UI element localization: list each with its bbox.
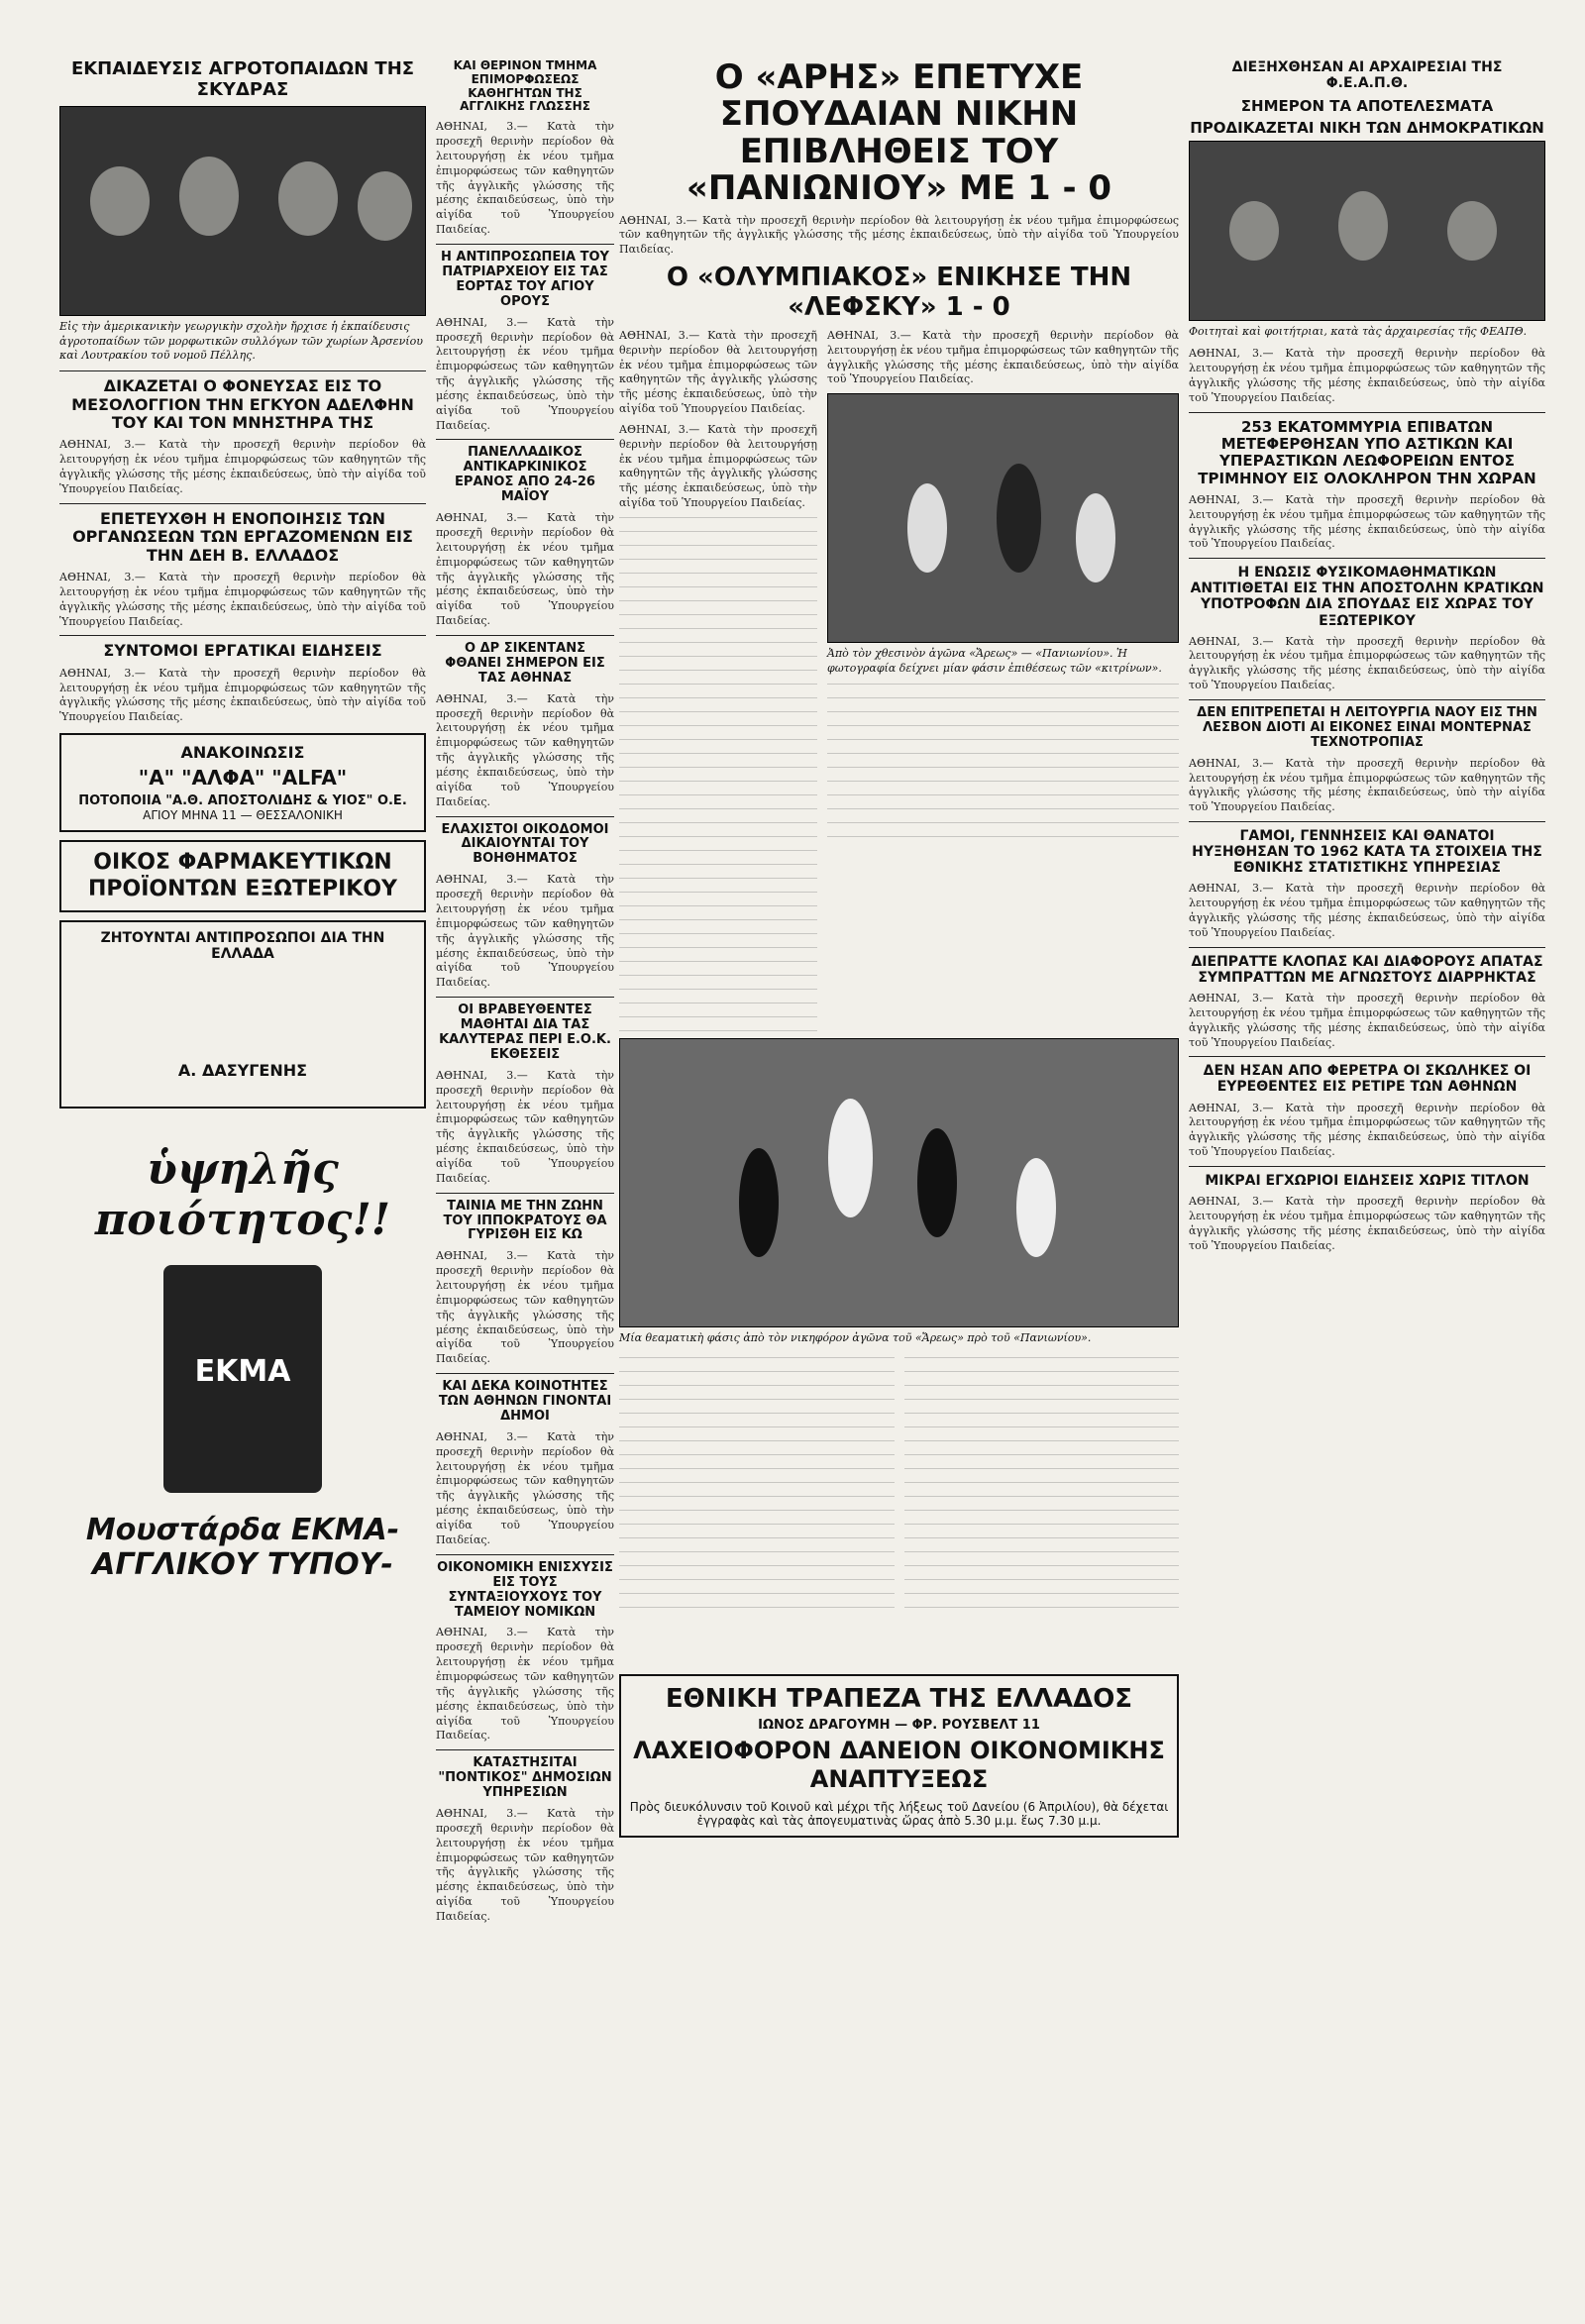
- headline-elections: ΔΙΕΞΗΧΘΗΣΑΝ ΑΙ ΑΡΧΑΙΡΕΣΙΑΙ ΤΗΣ Φ.Ε.Α.Π.Θ.: [1231, 59, 1503, 92]
- headline-olympiakos: Ο «ΟΛΥΜΠΙΑΚΟΣ» ΕΝΙΚΗΣΕ ΤΗΝ «ΛΕΦΣΚΥ» 1 - 0: [666, 263, 1132, 322]
- headline-dr-sikentans: Ο ΔΡ ΣΙΚΕΝΤΑΝΣ ΦΘΑΝΕΙ ΣΗΜΕΡΟΝ ΕΙΣ ΤΑΣ ΑΘΗΝΑΣ: [445, 640, 605, 686]
- headline-worms: ΔΕΝ ΗΣΑΝ ΑΠΟ ΦΕΡΕΤΡΑ ΟΙ ΣΚΩΛΗΚΕΣ ΟΙ ΕΥΡΕΘΕΝΤΕΣ ΕΙΣ ΡΕΤΙΡΕ ΤΩΝ ΑΘΗΝΩΝ: [1203, 1063, 1532, 1096]
- ad-alfa-brand: "Α" "ΑΛΦΑ" "ALFA": [138, 766, 348, 791]
- article-text: ΑΘΗΝΑΙ, 3.— Κατὰ τὴν προσεχῆ θερινὴν περίοδον θὰ λειτουργήσῃ ἐκ νέου τμῆμα ἐπιμορφώσεως τῶν καθηγητῶν τῆς ἀγγλικῆς γλώσσης τῆς μέσης ἐκπαιδεύσεως, ὑπὸ τὴν αἰγίδα τοῦ Ὑπουργείου Παιδείας.: [1189, 492, 1545, 551]
- photo-caption-2: Μία θεαματικὴ φάσις ἀπὸ τὸν νικηφόρον ἀγῶνα τοῦ «Ἄρεως» πρὸ τοῦ «Πανιωνίου».: [619, 1331, 1092, 1344]
- ad-alfa: [59, 733, 426, 832]
- headline-pensioners: ΟΙΚΟΝΟΜΙΚΗ ΕΝΙΣΧΥΣΙΣ ΕΙΣ ΤΟΥΣ ΣΥΝΤΑΞΙΟΥΧΟΥΣ ΤΟΥ ΤΑΜΕΙΟΥ ΝΟΜΙΚΩΝ: [437, 1559, 613, 1620]
- headline-skydra: ΕΚΠΑΙΔΕΥΣΙΣ ΑΓΡΟΤΟΠΑΙΔΩΝ ΤΗΣ ΣΚΥΔΡΑΣ: [70, 58, 415, 100]
- ad-ekma-mustard: [59, 1116, 426, 1628]
- headline-english-course: ΚΑΙ ΘΕΡΙΝΟΝ ΤΜΗΜΑ ΕΠΙΜΟΡΦΩΣΕΩΣ ΚΑΘΗΓΗΤΩΝ ΤΗΣ ΑΓΓΛΙΚΗΣ ΓΛΩΣΣΗΣ: [453, 58, 597, 114]
- ad-national-bank: [619, 1674, 1179, 1838]
- headline-communities: ΚΑΙ ΔΕΚΑ ΚΟΙΝΟΤΗΤΕΣ ΤΩΝ ΑΘΗΝΩΝ ΓΙΝΟΝΤΑΙ ΔΗΜΟΙ: [438, 1379, 612, 1424]
- headline-thefts: ΔΙΕΠΡΑΤΤΕ ΚΛΟΠΑΣ ΚΑΙ ΔΙΑΦΟΡΟΥΣ ΑΠΑΤΑΣ ΣΥΜΠΡΑΤΤΩΝ ΜΕ ΑΓΝΩΣΤΟΥΣ ΔΙΑΡΡΗΚΤΑΣ: [1191, 953, 1543, 986]
- article-text: ΑΘΗΝΑΙ, 3.— Κατὰ τὴν προσεχῆ θερινὴν περίοδον θὰ λειτουργήσῃ ἐκ νέου τμῆμα ἐπιμορφώσεως τῶν καθηγητῶν τῆς ἀγγλικῆς γλώσσης τῆς μέσης ἐκπαιδεύσεως, ὑπὸ τὴν αἰγίδα τοῦ Ὑπουργείου Παιδείας.: [436, 1429, 614, 1546]
- ad-pharma: [59, 840, 426, 912]
- article-text: ΑΘΗΝΑΙ, 3.— Κατὰ τὴν προσεχῆ θερινὴν περίοδον θὰ λειτουργήσῃ ἐκ νέου τμῆμα ἐπιμορφώσεως τῶν καθηγητῶν τῆς ἀγγλικῆς γλώσσης τῆς μέσης ἐκπαιδεύσεως, ὑπὸ τὴν αἰγίδα τοῦ Ὑπουργείου Παιδείας.: [1189, 1101, 1545, 1159]
- article-text: ΑΘΗΝΑΙ, 3.— Κατὰ τὴν προσεχῆ θερινὴν περίοδον θὰ λειτουργήσῃ ἐκ νέου τμῆμα ἐπιμορφώσεως τῶν καθηγητῶν τῆς ἀγγλικῆς γλώσσης τῆς μέσης ἐκπαιδεύσεως, ὑπὸ τὴν αἰγίδα τοῦ Ὑπουργείου Παιδείας.: [619, 422, 817, 510]
- headline-scholarships: Η ΕΝΩΣΙΣ ΦΥΣΙΚΟΜΑΘΗΜΑΤΙΚΩΝ ΑΝΤΙΤΙΘΕΤΑΙ ΕΙΣ ΤΗΝ ΑΠΟΣΤΟΛΗΝ ΚΡΑΤΙΚΩΝ ΥΠΟΤΡΟΦΩΝ ΔΙΑ ΣΠΟΥΔΑΣ ΕΙΣ ΧΩΡΑΣ ΤΟΥ ΕΞΩΤΕΡΙΚΟΥ: [1190, 565, 1544, 629]
- article-text: ΑΘΗΝΑΙ, 3.— Κατὰ τὴν προσεχῆ θερινὴν περίοδον θὰ λειτουργήσῃ ἐκ νέου τμῆμα ἐπιμορφώσεως τῶν καθηγητῶν τῆς ἀγγλικῆς γλώσσης τῆς μέσης ἐκπαιδεύσεως, ὑπὸ τὴν αἰγίδα τοῦ Ὑπουργείου Παιδείας.: [436, 691, 614, 808]
- ad-alfa-company: ΠΟΤΟΠΟΙΙΑ "Α.Θ. ΑΠΟΣΤΟΛΙΔΗΣ & ΥΙΟΣ" Ο.Ε.: [78, 793, 407, 809]
- article-text: ΑΘΗΝΑΙ, 3.— Κατὰ τὴν προσεχῆ θερινὴν περίοδον θὰ λειτουργήσῃ ἐκ νέου τμῆμα ἐπιμορφώσεως τῶν καθηγητῶν τῆς ἀγγλικῆς γλώσσης τῆς μέσης ἐκπαιδεύσεως, ὑπὸ τὴν αἰγίδα τοῦ Ὑπουργείου Παιδείας.: [59, 438, 426, 495]
- main-headline-aris: Ο «ΑΡΗΣ» ΕΠΕΤΥΧΕ ΣΠΟΥΔΑΙΑΝ ΝΙΚΗΝ ΕΠΙΒΛΗΘΕΙΣ ΤΟΥ «ΠΑΝΙΩΝΙΟΥ» ΜΕ 1 - 0: [686, 57, 1112, 209]
- bank-address: ΙΩΝΟΣ ΔΡΑΓΟΥΜΗ — ΦΡ. ΡΟΥΣΒΕΛΤ 11: [758, 1718, 1040, 1734]
- article-text: ΑΘΗΝΑΙ, 3.— Κατὰ τὴν προσεχῆ θερινὴν περίοδον θὰ λειτουργήσῃ ἐκ νέου τμῆμα ἐπιμορφώσεως τῶν καθηγητῶν τῆς ἀγγλικῆς γλώσσης τῆς μέσης ἐκπαιδεύσεως, ὑπὸ τὴν αἰγίδα τοῦ Ὑπουργείου Παιδείας.: [619, 328, 817, 416]
- ad-ekma-jar: ΕΚΜΑ: [163, 1265, 322, 1493]
- article-text: ΑΘΗΝΑΙ, 3.— Κατὰ τὴν προσεχῆ θερινὴν περίοδον θὰ λειτουργήσῃ ἐκ νέου τμῆμα ἐπιμορφώσεως τῶν καθηγητῶν τῆς ἀγγλικῆς γλώσσης τῆς μέσης ἐκπαιδεύσεως, ὑπὸ τὴν αἰγίδα τοῦ Ὑπουργείου Παιδείας.: [1189, 756, 1545, 814]
- headline-lesvos-church: ΔΕΝ ΕΠΙΤΡΕΠΕΤΑΙ Η ΛΕΙΤΟΥΡΓΙΑ ΝΑΟΥ ΕΙΣ ΤΗΝ ΛΕΣΒΟΝ ΔΙΟΤΙ ΑΙ ΕΙΚΟΝΕΣ ΕΙΝΑΙ ΜΟΝΤΕΡΝΑΣ ΤΕΧΝΟΤΡΟΠΙΑΣ: [1197, 704, 1537, 750]
- photo-caption: Εἰς τὴν ἀμερικανικὴν γεωργικὴν σχολὴν ἤρχισε ἡ ἐκπαίδευσις ἀγροτοπαίδων τῶν μορφωτικῶν συλλόγων τῶν χωρίων Ἀρσενίου καὶ Λουτρακίου τοῦ νομοῦ Πέλλης.: [59, 320, 423, 362]
- headline-statistics-1962: ΓΑΜΟΙ, ΓΕΝΝΗΣΕΙΣ ΚΑΙ ΘΑΝΑΤΟΙ ΗΥΞΗΘΗΣΑΝ ΤΟ 1962 ΚΑΤΑ ΤΑ ΣΤΟΙΧΕΙΑ ΤΗΣ ΕΘΝΙΚΗΣ ΣΤΑΤΙΣΤΙΚΗΣ ΥΠΗΡΕΣΙΑΣ: [1192, 828, 1542, 877]
- column-1: [59, 59, 426, 1636]
- headline-deh: ΕΠΕΤΕΥΧΘΗ Η ΕΝΟΠΟΙΗΣΙΣ ΤΩΝ ΟΡΓΑΝΩΣΕΩΝ ΤΩΝ ΕΡΓΑΖΟΜΕΝΩΝ ΕΙΣ ΤΗΝ ΔΕΗ Β. ΕΛΛΑΔΟΣ: [72, 508, 413, 565]
- headline-students-awarded: ΟΙ ΒΡΑΒΕΥΘΕΝΤΕΣ ΜΑΘΗΤΑΙ ΔΙΑ ΤΑΣ ΚΑΛΥΤΕΡΑΣ ΠΕΡΙ Ε.Ο.Κ. ΕΚΘΕΣΕΙΣ: [439, 1003, 611, 1062]
- headline-builders: ΕΛΑΧΙΣΤΟΙ ΟΙΚΟΔΟΜΟΙ ΔΙΚΑΙΟΥΝΤΑΙ ΤΟΥ ΒΟΗΘΗΜΑΤΟΣ: [441, 821, 609, 867]
- article-text: ΑΘΗΝΑΙ, 3.— Κατὰ τὴν προσεχῆ θερινὴν περίοδον θὰ λειτουργήσῃ ἐκ νέου τμῆμα ἐπιμορφώσεως τῶν καθηγητῶν τῆς ἀγγλικῆς γλώσσης τῆς μέσης ἐκπαιδεύσεως, ὑπὸ τὴν αἰγίδα τοῦ Ὑπουργείου Παιδείας.: [436, 1626, 614, 1743]
- headline-mesologgi: ΔΙΚΑΖΕΤΑΙ Ο ΦΟΝΕΥΣΑΣ ΕΙΣ ΤΟ ΜΕΣΟΛΟΓΓΙΟΝ ΤΗΝ ΕΓΚΥΟΝ ΑΔΕΛΦΗΝ ΤΟΥ ΚΑΙ ΤΟΝ ΜΝΗΣΤΗΡΑ ΤΗΣ: [71, 376, 414, 433]
- article-text: ΑΘΗΝΑΙ, 3.— Κατὰ τὴν προσεχῆ θερινὴν περίοδον θὰ λειτουργήσῃ ἐκ νέου τμῆμα ἐπιμορφώσεως τῶν καθηγητῶν τῆς ἀγγλικῆς γλώσσης τῆς μέσης ἐκπαιδεύσεως, ὑπὸ τὴν αἰγίδα τοῦ Ὑπουργείου Παιδείας.: [59, 666, 426, 724]
- column-4: [1189, 59, 1545, 1259]
- headline-pontikos: ΚΑΤΑΣΤΗΣΙΤΑΙ "ΠΟΝΤΙΚΟΣ" ΔΗΜΟΣΙΩΝ ΥΠΗΡΕΣΙΩΝ: [438, 1755, 612, 1801]
- headline-results-today: ΣΗΜΕΡΟΝ ΤΑ ΑΠΟΤΕΛΕΣΜΑΤΑ: [1240, 97, 1494, 116]
- column-3-sports: [619, 59, 1179, 1846]
- bank-product: ΛΑΧΕΙΟΦΟΡΟΝ ΔΑΝΕΙΟΝ ΟΙΚΟΝΟΜΙΚΗΣ ΑΝΑΠΤΥΞΕΩΣ: [633, 1737, 1165, 1794]
- ad-pharma-title: ΟΙΚΟΣ ΦΑΡΜΑΚΕΥΤΙΚΩΝ ΠΡΟΪΟΝΤΩΝ ΕΞΩΤΕΡΙΚΟΥ: [88, 850, 397, 901]
- headline-hippocrates-film: ΤΑΙΝΙΑ ΜΕ ΤΗΝ ΖΩΗΝ ΤΟΥ ΙΠΠΟΚΡΑΤΟΥΣ ΘΑ ΓΥΡΙΣΘΗ ΕΙΣ ΚΩ: [443, 1198, 607, 1243]
- ad-alfa-heading: ΑΝΑΚΟΙΝΩΣΙΣ: [180, 743, 305, 763]
- article-text: ΑΘΗΝΑΙ, 3.— Κατὰ τὴν προσεχῆ θερινὴν περίοδον θὰ λειτουργήσῃ ἐκ νέου τμῆμα ἐπιμορφώσεως τῶν καθηγητῶν τῆς ἀγγλικῆς γλώσσης τῆς μέσης ἐκπαιδεύσεως, ὑπὸ τὴν αἰγίδα τοῦ Ὑπουργείου Παιδείας.: [827, 328, 1179, 386]
- headline-democrats: ΠΡΟΔΙΚΑΖΕΤΑΙ ΝΙΚΗ ΤΩΝ ΔΗΜΟΚΡΑΤΙΚΩΝ: [1190, 119, 1544, 138]
- bank-note: Πρὸς διευκόλυνσιν τοῦ Κοινοῦ καὶ μέχρι τῆς λήξεως τοῦ Δανείου (6 Ἀπριλίου), θὰ δέχεται ἐγγραφὰς καὶ τὰς ἀπογευματινὰς ὥρας ἀπὸ 5.30 μ.μ. ἕως 7.30 μ.μ.: [629, 1799, 1169, 1828]
- photo-student-elections: [1189, 141, 1545, 321]
- article-text: ΑΘΗΝΑΙ, 3.— Κατὰ τὴν προσεχῆ θερινὴν περίοδον θὰ λειτουργήσῃ ἐκ νέου τμῆμα ἐπιμορφώσεως τῶν καθηγητῶν τῆς ἀγγλικῆς γλώσσης τῆς μέσης ἐκπαιδεύσεως, ὑπὸ τὴν αἰγίδα τοῦ Ὑπουργείου Παιδείας.: [436, 1249, 614, 1366]
- article-text: ΑΘΗΝΑΙ, 3.— Κατὰ τὴν προσεχῆ θερινὴν περίοδον θὰ λειτουργήσῃ ἐκ νέου τμῆμα ἐπιμορφώσεως τῶν καθηγητῶν τῆς ἀγγλικῆς γλώσσης τῆς μέσης ἐκπαιδεύσεως, ὑπὸ τὴν αἰγίδα τοῦ Ὑπουργείου Παιδείας.: [1189, 347, 1545, 405]
- article-text: ΑΘΗΝΑΙ, 3.— Κατὰ τὴν προσεχῆ θερινὴν περίοδον θὰ λειτουργήσῃ ἐκ νέου τμῆμα ἐπιμορφώσεως τῶν καθηγητῶν τῆς ἀγγλικῆς γλώσσης τῆς μέσης ἐκπαιδεύσεως, ὑπὸ τὴν αἰγίδα τοῦ Ὑπουργείου Παιδείας.: [436, 1068, 614, 1185]
- column-2: [436, 59, 614, 1931]
- article-text: ΑΘΗΝΑΙ, 3.— Κατὰ τὴν προσεχῆ θερινὴν περίοδον θὰ λειτουργήσῃ ἐκ νέου τμῆμα ἐπιμορφώσεως τῶν καθηγητῶν τῆς ἀγγλικῆς γλώσσης τῆς μέσης ἐκπαιδεύσεως, ὑπὸ τὴν αἰγίδα τοῦ Ὑπουργείου Παιδείας.: [1189, 1195, 1545, 1252]
- article-text: ΑΘΗΝΑΙ, 3.— Κατὰ τὴν προσεχῆ θερινὴν περίοδον θὰ λειτουργήσῃ ἐκ νέου τμῆμα ἐπιμορφώσεως τῶν καθηγητῶν τῆς ἀγγλικῆς γλώσσης τῆς μέσης ἐκπαιδεύσεως, ὑπὸ τὴν αἰγίδα τοῦ Ὑπουργείου Παιδείας.: [619, 213, 1179, 257]
- photo-football-match-2: [619, 1038, 1179, 1327]
- article-text: ΑΘΗΝΑΙ, 3.— Κατὰ τὴν προσεχῆ θερινὴν περίοδον θὰ λειτουργήσῃ ἐκ νέου τμῆμα ἐπιμορφώσεως τῶν καθηγητῶν τῆς ἀγγλικῆς γλώσσης τῆς μέσης ἐκπαιδεύσεως, ὑπὸ τὴν αἰγίδα τοῦ Ὑπουργείου Παιδείας.: [436, 511, 614, 628]
- photo-students-group: [59, 106, 426, 316]
- article-text: ΑΘΗΝΑΙ, 3.— Κατὰ τὴν προσεχῆ θερινὴν περίοδον θὰ λειτουργήσῃ ἐκ νέου τμῆμα ἐπιμορφώσεως τῶν καθηγητῶν τῆς ἀγγλικῆς γλώσσης τῆς μέσης ἐκπαιδεύσεως, ὑπὸ τὴν αἰγίδα τοῦ Ὑπουργείου Παιδείας.: [1189, 992, 1545, 1049]
- headline-short-labor-news: ΣΥΝΤΟΜΟΙ ΕΡΓΑΤΙΚΑΙ ΕΙΔΗΣΕΙΣ: [103, 641, 382, 661]
- ad-insecticides: [59, 920, 426, 1109]
- ad-ekma-bottom: Μουστάρδα ΕΚΜΑ- ΑΓΓΛΙΚΟΥ ΤΥΠΟΥ-: [85, 1512, 400, 1582]
- photo-caption-elections: Φοιτηταὶ καὶ φοιτήτριαι, κατὰ τὰς ἀρχαιρεσίας τῆς ΦΕΑΠΘ.: [1189, 325, 1528, 339]
- headline-cancer-drive: ΠΑΝΕΛΛΑΔΙΚΟΣ ΑΝΤΙΚΑΡΚΙΝΙΚΟΣ ΕΡΑΝΟΣ ΑΠΟ 24-26 ΜΑΪΟΥ: [455, 445, 595, 505]
- article-text: ΑΘΗΝΑΙ, 3.— Κατὰ τὴν προσεχῆ θερινὴν περίοδον θὰ λειτουργήσῃ ἐκ νέου τμῆμα ἐπιμορφώσεως τῶν καθηγητῶν τῆς ἀγγλικῆς γλώσσης τῆς μέσης ἐκπαιδεύσεως, ὑπὸ τὴν αἰγίδα τοῦ Ὑπουργείου Παιδείας.: [436, 315, 614, 432]
- ad-ekma-slogan: ὑψηλῆς ποιότητος!!: [94, 1143, 391, 1245]
- article-text: ΑΘΗΝΑΙ, 3.— Κατὰ τὴν προσεχῆ θερινὴν περίοδον θὰ λειτουργήσῃ ἐκ νέου τμῆμα ἐπιμορφώσεως τῶν καθηγητῶν τῆς ἀγγλικῆς γλώσσης τῆς μέσης ἐκπαιδεύσεως, ὑπὸ τὴν αἰγίδα τοῦ Ὑπουργείου Παιδείας.: [1189, 882, 1545, 939]
- article-text: ΑΘΗΝΑΙ, 3.— Κατὰ τὴν προσεχῆ θερινὴν περίοδον θὰ λειτουργήσῃ ἐκ νέου τμῆμα ἐπιμορφώσεως τῶν καθηγητῶν τῆς ἀγγλικῆς γλώσσης τῆς μέσης ἐκπαιδεύσεως, ὑπὸ τὴν αἰγίδα τοῦ Ὑπουργείου Παιδείας.: [436, 873, 614, 990]
- ad-insecticides-company: Α. ΔΑΣΥΓΕΝΗΣ: [177, 1060, 308, 1080]
- bank-title: ΕΘΝΙΚΗ ΤΡΑΠΕΖΑ ΤΗΣ ΕΛΛΑΔΟΣ: [665, 1684, 1133, 1715]
- photo-caption-1: Ἀπὸ τὸν χθεσινὸν ἀγῶνα «Ἄρεως» — «Πανιωνίου». Ἡ φωτογραφία δείχνει μίαν φάσιν ἐπιθέσεως τῶν «κιτρίνων».: [827, 647, 1162, 675]
- headline-small-news: ΜΙΚΡΑΙ ΕΓΧΩΡΙΟΙ ΕΙΔΗΣΕΙΣ ΧΩΡΙΣ ΤΙΤΛΟΝ: [1205, 1172, 1530, 1189]
- ad-alfa-address: ΑΓΙΟΥ ΜΗΝΑ 11 — ΘΕΣΣΑΛΟΝΙΚΗ: [143, 808, 343, 823]
- article-text: ΑΘΗΝΑΙ, 3.— Κατὰ τὴν προσεχῆ θερινὴν περίοδον θὰ λειτουργήσῃ ἐκ νέου τμῆμα ἐπιμορφώσεως τῶν καθηγητῶν τῆς ἀγγλικῆς γλώσσης τῆς μέσης ἐκπαιδεύσεως, ὑπὸ τὴν αἰγίδα τοῦ Ὑπουργείου Παιδείας.: [59, 570, 426, 628]
- ad-insecticides-title: ΖΗΤΟΥΝΤΑΙ ΑΝΤΙΠΡΟΣΩΠΟΙ ΔΙΑ ΤΗΝ ΕΛΛΑΔΑ: [100, 929, 385, 962]
- headline-patriarchate: Η ΑΝΤΙΠΡΟΣΩΠΕΙΑ ΤΟΥ ΠΑΤΡΙΑΡΧΕΙΟΥ ΕΙΣ ΤΑΣ ΕΟΡΤΑΣ ΤΟΥ ΑΓΙΟΥ ΟΡΟΥΣ: [441, 249, 609, 309]
- article-text: ΑΘΗΝΑΙ, 3.— Κατὰ τὴν προσεχῆ θερινὴν περίοδον θὰ λειτουργήσῃ ἐκ νέου τμῆμα ἐπιμορφώσεως τῶν καθηγητῶν τῆς ἀγγλικῆς γλώσσης τῆς μέσης ἐκπαιδεύσεως, ὑπὸ τὴν αἰγίδα τοῦ Ὑπουργείου Παιδείας.: [436, 120, 614, 237]
- article-text: ΑΘΗΝΑΙ, 3.— Κατὰ τὴν προσεχῆ θερινὴν περίοδον θὰ λειτουργήσῃ ἐκ νέου τμῆμα ἐπιμορφώσεως τῶν καθηγητῶν τῆς ἀγγλικῆς γλώσσης τῆς μέσης ἐκπαιδεύσεως, ὑπὸ τὴν αἰγίδα τοῦ Ὑπουργείου Παιδείας.: [436, 1807, 614, 1923]
- photo-football-match-1: [827, 393, 1179, 643]
- article-text: ΑΘΗΝΑΙ, 3.— Κατὰ τὴν προσεχῆ θερινὴν περίοδον θὰ λειτουργήσῃ ἐκ νέου τμῆμα ἐπιμορφώσεως τῶν καθηγητῶν τῆς ἀγγλικῆς γλώσσης τῆς μέσης ἐκπαιδεύσεως, ὑπὸ τὴν αἰγίδα τοῦ Ὑπουργείου Παιδείας.: [1189, 634, 1545, 692]
- headline-passengers: 253 ΕΚΑΤΟΜΜΥΡΙΑ ΕΠΙΒΑΤΩΝ ΜΕΤΕΦΕΡΘΗΣΑΝ ΥΠΟ ΑΣΤΙΚΩΝ ΚΑΙ ΥΠΕΡΑΣΤΙΚΩΝ ΛΕΩΦΟΡΕΙΩΝ ΕΝΤΟΣ ΤΡΙΜΗΝΟΥ ΕΙΣ ΟΛΟΚΛΗΡΟΝ ΤΗΝ ΧΩΡΑΝ: [1198, 417, 1536, 487]
